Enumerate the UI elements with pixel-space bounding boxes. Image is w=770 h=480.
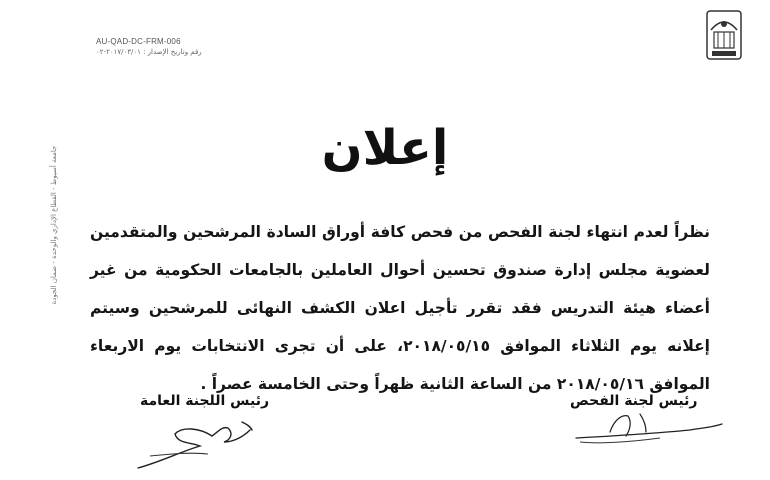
university-seal-icon	[706, 10, 742, 60]
side-note: جامعة أسيوط - القطاع الإداري والوحدة - ضمان الجودة	[50, 145, 58, 305]
page-title: إعلان	[321, 120, 449, 176]
general-committee-signature	[130, 412, 280, 472]
examination-committee-head-label: رئيس لجنة الفحص	[570, 393, 698, 409]
general-committee-head-label: رئيس اللجنة العامة	[140, 393, 270, 409]
issue-date: رقم وتاريخ الإصدار : ٢٠١٧/٠٣/٠١-٠٢	[96, 48, 202, 56]
examination-committee-signature	[570, 408, 730, 448]
document-code: AU-QAD-DC-FRM-006	[96, 37, 181, 46]
announcement-body: نظراً لعدم انتهاء لجنة الفحص من فحص كافة أوراق السادة المرشحين والمتقدمين لعضوية مجلس إدارة صندوق تحسين أحوال العاملين بالجامعات الحكومية من غير أعضاء هيئة التدريس فقد تقرر تأجيل اعلان الكشف النهائى للمرشحين وسيتم إعلانه يوم الثلاثاء الموافق ٢٠١٨/٠٥/١٥، على أن تجرى الانتخابات يوم الاربعاء الموافق ٢٠١٨/٠٥/١٦ من الساعة الثانية ظهراً وحتى الخامسة عصراً .	[90, 223, 710, 393]
